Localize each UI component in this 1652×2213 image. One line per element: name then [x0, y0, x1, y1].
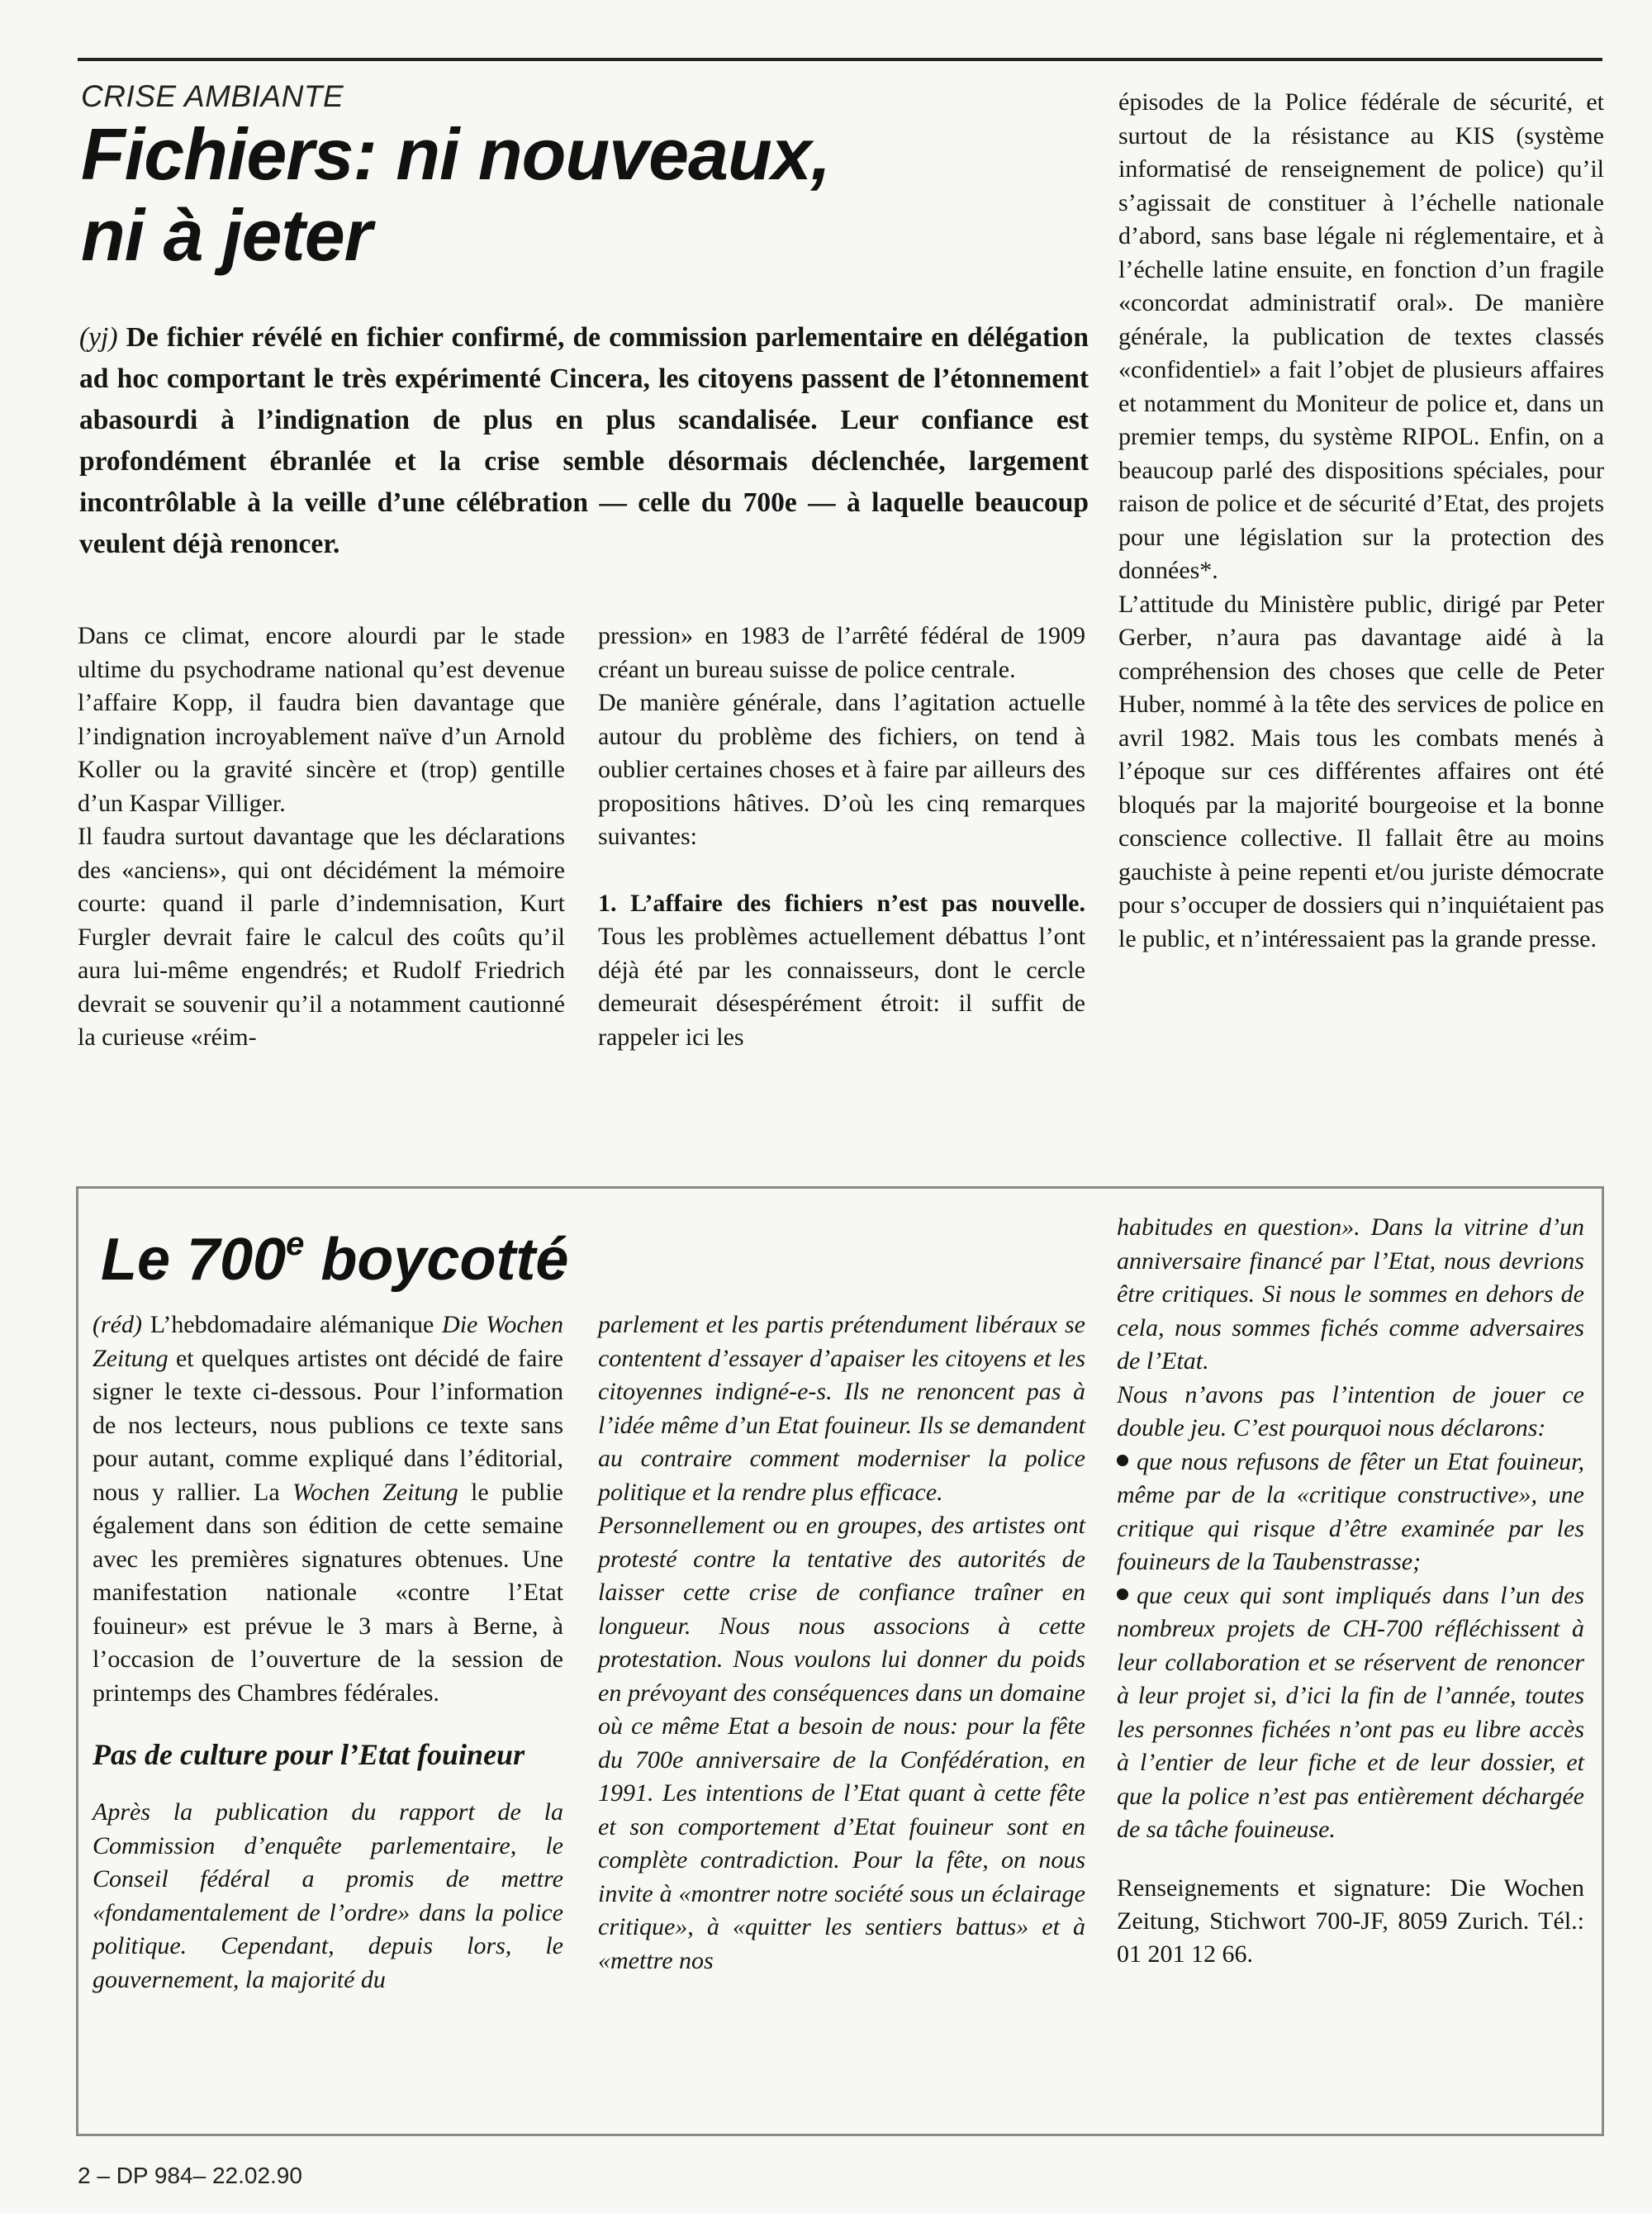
lead-text: De fichier révélé en fichier confirmé, de commission parlementaire en délégation ad hoc comportant le très expérimenté Cincera, les citoyens passent de l’étonnement abasourdi à l’indignation de plus en plus scandalisée. Leur confiance est profondément ébranlée et la crise semble désormais déclenchée, largement incontrôlable à la veille d’une célébration — celle du 700e — à laquelle beaucoup veulent déjà renoncer.	[79, 322, 1089, 559]
article-paragraph: épisodes de la Police fédérale de sécurité, et surtout de la résistance au KIS (système informatisé de renseignement de police) qu’il s’agissait de constituer à l’échelle nationale d’abord, sans base légale ni réglementaire, et à l’échelle latine ensuite, en fonction d’un fragile «concordat administratif oral». De manière générale, la publication de textes classés «confidentiel» a fait l’objet de plusieurs affaires et notamment du Moniteur de police et, dans un premier temps, du système RIPOL. Enfin, on a beaucoup parlé des dispositions spéciales, pour raison de police et de sécurité d’Etat, des projets pour une législation sur la protection des données*.	[1118, 88, 1604, 584]
article-paragraph: De manière générale, dans l’agitation actuelle autour du problème des fichiers, on tend à oublier certaines choses et à faire par ailleurs des propositions hâtives. D’où les cinq remarques suivantes:	[598, 689, 1085, 850]
box-intro-paper-2: Wochen Zeitung	[292, 1478, 458, 1506]
box-contact: Renseignements et signature: Die Wochen Zeitung, Stichwort 700-JF, 8059 Zurich. Tél.: 01 201 12 66.	[1117, 1873, 1584, 1968]
box-intro-c: le publie également dans son édition de cette semaine avec les premières signatures obtenues. Une manifestation nationale «contre l’Etat fouineur» est prévue le 3 mars à Berne, à l’occasion de l’ouverture de la session de printemps des Chambres fédérales.	[93, 1478, 563, 1707]
article-lead	[79, 317, 1089, 565]
box-paragraph: habitudes en question». Dans la vitrine d’un anniversaire financé par l’Etat, nous devrions être critiques. Si nous le sommes en dehors de cela, nous sommes fichés comme adversaires de l’Etat.	[1117, 1213, 1584, 1375]
article-headline	[81, 114, 1072, 276]
point-1-text: Tous les problèmes actuellement débattus l’ont déjà été par les connaisseurs, dont le cercle demeurait désespérément étroit: il suffit de rappeler ici les	[598, 923, 1085, 1051]
box-bullet-2	[1117, 1579, 1584, 1847]
box-manifesto-start: Après la publication du rapport de la Commission d’enquête parlementaire, le Conseil fédéral a promis de mettre «fondamentalement de l’ordre» dans la police politique. Cependant, depuis lors, le gouvernement, la majorité du	[93, 1798, 563, 1993]
article-paragraph: L’attitude du Ministère public, dirigé par Peter Gerber, n’aura pas davantage aidé à la compréhension des choses que celle de Peter Huber, nommé à la tête des services de police en avril 1982. Mais tous les combats menés à l’époque sur ces différentes affaires ont été bloqués par la majorité bourgeoise et la bonne conscience collective. Il fallait être au moins gauchiste à peine repenti et/ou juriste démocrate pour s’occuper de dossiers qui n’inquiétaient pas le public, et n’intéressaient pas la grande presse.	[1118, 590, 1604, 952]
section-kicker: CRISE AMBIANTE	[81, 79, 344, 113]
headline-line-1: Fichiers: ni nouveaux,	[81, 113, 831, 195]
box-subhead: Pas de culture pour l’Etat fouineur	[93, 1738, 525, 1771]
box-intro-paper: Die Wochen Zeitung	[93, 1311, 563, 1372]
bullet-icon	[1117, 1455, 1128, 1466]
box-paragraph: Personnellement ou en groupes, des artistes ont protesté contre la tentative des autorités de laisser cette crise de confiance traîner en longueur. Nous nous associons à cette protestation. Nous voulons lui donner du poids en prévoyant des conséquences dans un domaine où ce même Etat a besoin de nous: pour la fête du 700e anniversaire de la Confédération, en 1991. Les intentions de l’Etat quant à cette fête et son comportement d’Etat fouineur sont en complète contradiction. Pour la fête, on nous invite à «montrer notre société sous un éclairage critique», à «quitter les sentiers battus» et à «mettre nos	[598, 1512, 1085, 1974]
box-intro-a: L’hebdomadaire alémanique	[141, 1311, 443, 1338]
lead-author: (yj)	[79, 322, 118, 353]
box-title	[101, 1209, 844, 1294]
article-column-3	[1118, 86, 1604, 956]
article-column-2	[598, 620, 1085, 1054]
article-paragraph: pression» en 1983 de l’arrêté fédéral de 1909 créant un bureau suisse de police centrale.	[598, 622, 1085, 683]
box-intro-b: et quelques artistes ont décidé de faire signer le texte ci-dessous. Pour l’information de nos lecteurs, nous publions ce texte sans pour autant, comme expliqué dans l’éditorial, nous y rallier. La	[93, 1344, 563, 1506]
box-paragraph: Nous n’avons pas l’intention de jouer ce double jeu. C’est pourquoi nous déclarons:	[1117, 1380, 1584, 1441]
headline-line-2: ni à jeter	[81, 194, 372, 276]
box-column-2	[598, 1308, 1085, 1978]
box-paragraph: parlement et les partis prétendument libéraux se contentent d’essayer d’apaiser les citoyens et les citoyennes indigné-e-s. Ils ne renoncent pas à l’idée même d’un Etat fouineur. Ils se demandent au contraire comment moderniser la police politique et la rendre plus efficace.	[598, 1311, 1085, 1506]
box-title-main: Le 700	[101, 1227, 287, 1293]
page-footer: 2 – DP 984– 22.02.90	[78, 2163, 302, 2188]
article-point-1	[598, 887, 1085, 1055]
bullet-icon	[1117, 1589, 1128, 1600]
bullet-2-text: que ceux qui sont impliqués dans l’un des nombreux projets de CH-700 réfléchissent à leur collaboration et se réservent de renoncer à leur projet si, d’ici la fin de l’année, toutes les personnes fichées n’ont pas eu libre accès à l’entier de leur fiche et de leur dossier, et que la police n’est pas entièrement déchargée de sa tâche fouineuse.	[1117, 1581, 1584, 1843]
box-column-3	[1117, 1211, 1584, 1971]
box-column-1	[93, 1308, 563, 1997]
box-intro-author: (réd)	[93, 1311, 142, 1338]
box-intro	[93, 1308, 563, 1710]
article-paragraph: Dans ce climat, encore alourdi par le stade ultime du psychodrame national qu’est devenue l’affaire Kopp, il faudra bien davantage que l’indignation incroyablement naïve d’un Arnold Koller ou la gravité sincère et (trop) gentille d’un Kaspar Villiger.	[78, 622, 565, 817]
box-bullet-1	[1117, 1446, 1584, 1579]
article-column-1	[78, 620, 565, 1055]
box-title-end: boycotté	[304, 1227, 569, 1293]
bullet-1-text: que nous refusons de fêter un Etat fouineur, même par de la «critique constructive», une critique qui risque d’être examinée par les fouineurs de la Taubenstrasse;	[1117, 1447, 1584, 1575]
top-rule	[78, 58, 1602, 61]
box-title-sup: e	[286, 1226, 305, 1262]
article-paragraph: Il faudra surtout davantage que les déclarations des «anciens», qui ont décidément la mémoire courte: quand il parle d’indemnisation, Kurt Furgler devrait faire le calcul des coûts qu’il aura lui-même engendrés; et Rudolf Friedrich devrait se souvenir qu’il a notamment cautionné la curieuse «réim-	[78, 823, 565, 1051]
point-1-heading: 1. L’affaire des fichiers n’est pas nouvelle.	[598, 889, 1085, 917]
